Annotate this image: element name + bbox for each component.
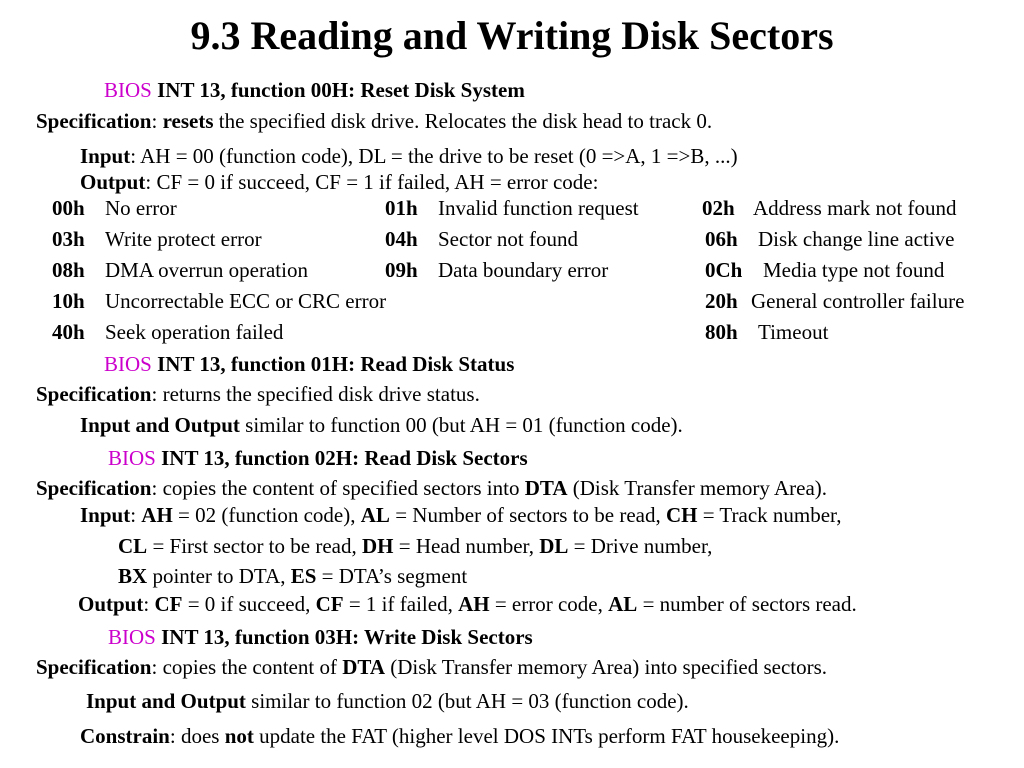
function-03h-constrain: [80, 723, 839, 749]
io-label: Input and Output: [86, 689, 246, 713]
input-label: Input: [80, 503, 131, 527]
function-01h-io: [80, 412, 683, 438]
function-02h-output: [78, 591, 857, 617]
error-text: Data boundary error: [438, 258, 609, 282]
function-00h-output: [80, 169, 598, 195]
function-03h-io: [86, 688, 689, 714]
error-text: Seek operation failed: [105, 320, 284, 344]
dta-term: DTA: [524, 476, 568, 500]
error-code: 10h: [52, 289, 85, 313]
reg-es: ES: [290, 564, 317, 588]
error-code: 02h: [702, 196, 735, 220]
spec-text: : copies the content of specified sectors into: [151, 476, 525, 500]
reg-es-text: = DTA’s segment: [316, 564, 468, 588]
constrain-text: : does: [169, 724, 225, 748]
function-00h-heading: [104, 77, 525, 103]
error-code: 20h: [705, 289, 738, 313]
output-text: : CF = 0 if succeed, CF = 1 if failed, AH = error code:: [145, 170, 599, 194]
constrain-label: Constrain: [80, 724, 170, 748]
reg-dl-text: = Drive number,: [568, 534, 713, 558]
function-01h-heading: [104, 351, 514, 377]
error-text: DMA overrun operation: [105, 258, 308, 282]
reg-ch-text: = Track number,: [697, 503, 842, 527]
bios-label: BIOS: [108, 446, 156, 470]
reg-cf: CF: [315, 592, 344, 616]
error-code: 06h: [705, 227, 738, 251]
spec-label: Specification: [36, 382, 152, 406]
error-text: Sector not found: [438, 227, 578, 251]
error-text: Address mark not found: [753, 196, 957, 220]
error-code: 08h: [52, 258, 85, 282]
output-label: Output: [80, 170, 146, 194]
error-code: 03h: [52, 227, 85, 251]
function-03h-heading: [108, 624, 533, 650]
reg-cf-text: = 1 if failed,: [343, 592, 459, 616]
spec-text: : returns the specified disk drive status.: [151, 382, 480, 406]
reg-dh: DH: [361, 534, 394, 558]
error-text: Uncorrectable ECC or CRC error: [105, 289, 387, 313]
error-text: General controller failure: [751, 289, 965, 313]
reg-ah: AH: [141, 503, 173, 527]
spec-text: the specified disk drive. Relocates the disk head to track 0.: [213, 109, 713, 133]
heading-text: INT 13, function 00H: Reset Disk System: [157, 78, 525, 102]
function-01h-specification: [36, 381, 480, 407]
function-02h-input-line-1: [80, 502, 841, 528]
reg-ah-text: = 02 (function code),: [172, 503, 361, 527]
colon: :: [130, 503, 142, 527]
function-02h-heading: [108, 445, 528, 471]
error-text: Write protect error: [105, 227, 262, 251]
error-code: 80h: [705, 320, 738, 344]
io-text: similar to function 02 (but AH = 03 (function code).: [245, 689, 689, 713]
error-text: No error: [105, 196, 177, 220]
reg-cl-text: = First sector to be read,: [147, 534, 362, 558]
heading-text: INT 13, function 02H: Read Disk Sectors: [161, 446, 528, 470]
error-text: Invalid function request: [438, 196, 639, 220]
constrain-tail: update the FAT (higher level DOS INTs perform FAT housekeeping).: [253, 724, 840, 748]
heading-text: INT 13, function 03H: Write Disk Sectors: [161, 625, 533, 649]
io-text: similar to function 00 (but AH = 01 (function code).: [239, 413, 683, 437]
spec-tail: (Disk Transfer memory Area) into specified sectors.: [384, 655, 828, 679]
spec-label: Specification: [36, 476, 152, 500]
error-code: 09h: [385, 258, 418, 282]
colon: :: [143, 592, 155, 616]
error-text: Media type not found: [763, 258, 945, 282]
reg-ah-text: = error code,: [489, 592, 609, 616]
error-code: 01h: [385, 196, 418, 220]
error-code: 40h: [52, 320, 85, 344]
error-code: 0Ch: [705, 258, 743, 282]
reg-cl: CL: [118, 534, 148, 558]
error-code: 04h: [385, 227, 418, 251]
reg-cf: CF: [154, 592, 183, 616]
reg-al-text: = Number of sectors to be read,: [389, 503, 666, 527]
spec-text: : copies the content of: [151, 655, 343, 679]
error-text: Timeout: [758, 320, 829, 344]
input-text: : AH = 00 (function code), DL = the drive to be reset (0 =>A, 1 =>B, ...): [130, 144, 738, 168]
bios-label: BIOS: [104, 352, 152, 376]
function-02h-input-line-3: [118, 563, 467, 589]
reg-cf-text: = 0 if succeed,: [182, 592, 316, 616]
output-label: Output: [78, 592, 144, 616]
function-02h-specification: [36, 475, 827, 501]
reg-dl: DL: [539, 534, 569, 558]
spec-label: Specification: [36, 109, 152, 133]
spec-label: Specification: [36, 655, 152, 679]
error-code: 00h: [52, 196, 85, 220]
page-title: 9.3 Reading and Writing Disk Sectors: [190, 13, 834, 58]
input-label: Input: [80, 144, 131, 168]
bios-label: BIOS: [108, 625, 156, 649]
spec-tail: (Disk Transfer memory Area).: [567, 476, 828, 500]
reg-ch: CH: [665, 503, 698, 527]
reg-al-text: = number of sectors read.: [637, 592, 857, 616]
reg-dh-text: = Head number,: [393, 534, 540, 558]
reg-bx: BX: [118, 564, 148, 588]
error-text: Disk change line active: [758, 227, 955, 251]
function-00h-specification: [36, 108, 712, 134]
spec-bold: resets: [162, 109, 214, 133]
dta-term: DTA: [342, 655, 385, 679]
spec-colon: :: [151, 109, 163, 133]
bios-label: BIOS: [104, 78, 152, 102]
reg-ah: AH: [458, 592, 490, 616]
reg-al: AL: [608, 592, 638, 616]
constrain-not: not: [224, 724, 254, 748]
reg-bx-text: pointer to DTA,: [147, 564, 291, 588]
function-03h-specification: [36, 654, 827, 680]
heading-text: INT 13, function 01H: Read Disk Status: [157, 352, 515, 376]
reg-al: AL: [360, 503, 390, 527]
function-00h-input: [80, 143, 738, 169]
function-02h-input-line-2: [118, 533, 712, 559]
io-label: Input and Output: [80, 413, 240, 437]
